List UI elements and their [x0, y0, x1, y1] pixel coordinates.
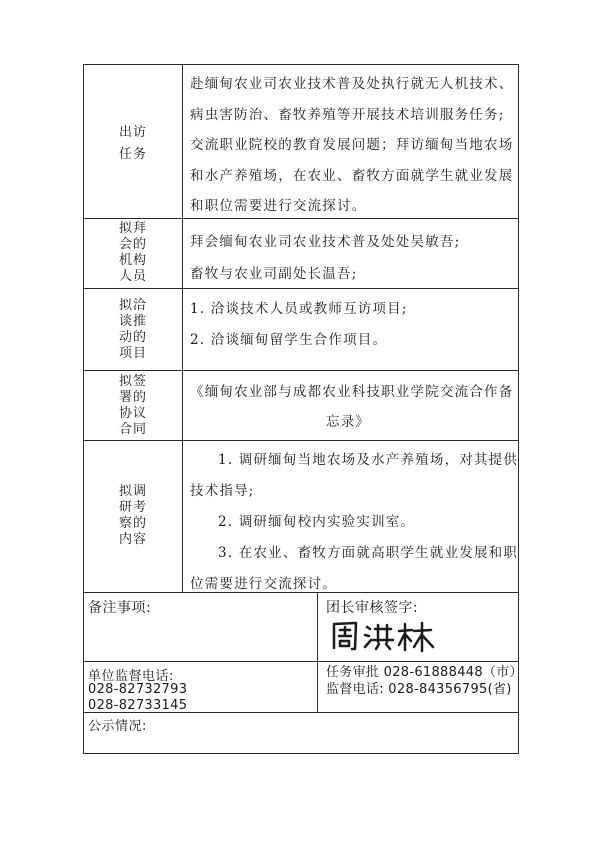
row-divider-3 — [83, 370, 519, 371]
research-line-1: 1. 调研缅甸当地农场及水产养殖场，对其提供 — [218, 452, 519, 468]
negotiation-line-2: 2. 洽谈缅甸留学生合作项目。 — [190, 332, 388, 348]
signature-column-divider — [317, 592, 318, 712]
research-line-4: 3. 在农业、畜牧方面就高职学生就业发展和职 — [218, 545, 519, 561]
visit-persons-label: 拟拜 会的 机构 人员 — [118, 221, 147, 284]
table-bottom-border — [83, 753, 519, 754]
research-line-5: 位需要进行交流探讨。 — [190, 576, 337, 592]
mission-line-5: 和职位需要进行交流探讨。 — [190, 198, 367, 214]
mission-line-2: 病虫害防治、畜牧养殖等开展技术培训服务任务; — [190, 107, 505, 123]
supervision-phone-2: 028-82733145 — [88, 698, 188, 713]
mission-line-1: 赴缅甸农业司农业技术普及处执行就无人机技术、 — [190, 76, 514, 92]
supervision-phone-province: 监督电话: 028-84356795(省) — [326, 682, 512, 697]
leader-sign-label: 团长审核签字: — [326, 600, 419, 616]
task-approval-phone: 任务审批 028-61888448（市） — [326, 665, 523, 680]
public-notice-label: 公示情况: — [88, 719, 147, 734]
supervision-phone-1: 028-82732793 — [88, 682, 188, 697]
research-line-3: 2. 调研缅甸校内实验实训室。 — [218, 514, 416, 530]
leader-signature — [328, 616, 440, 656]
mission-line-3: 交流职业院校的教育发展问题；拜访缅甸当地农场 — [190, 137, 514, 153]
supervision-label: 单位监督电话: — [88, 669, 174, 684]
agreement-line-1: 《缅甸农业部与成都农业科技职业学院交流合作备 — [190, 384, 514, 400]
row-divider-2 — [83, 288, 519, 289]
table-top-border — [83, 64, 519, 65]
label-column-divider — [182, 64, 183, 592]
visit-persons-line-1: 拜会缅甸农业司农业技术普及处处吴敏吾; — [190, 234, 461, 250]
table-left-border — [83, 64, 84, 754]
agreement-line-2: 忘录》 — [326, 414, 371, 430]
table-right-border — [518, 64, 519, 754]
row-divider-4 — [83, 440, 519, 441]
agreement-label: 拟签 署的 协议 合同 — [118, 374, 147, 437]
mission-label: 出访 任务 — [118, 125, 147, 162]
visit-persons-line-2: 畜牧与农业司副处长温吾; — [190, 266, 358, 282]
negotiation-line-1: 1. 洽谈技术人员或教师互访项目; — [190, 301, 408, 317]
mission-line-4: 和水产养殖场，在农业、畜牧方面就学生就业发展 — [190, 168, 514, 184]
row-divider-5 — [83, 592, 519, 593]
negotiation-label: 拟洽 谈推 动的 项目 — [118, 298, 147, 361]
research-line-2: 技术指导; — [190, 483, 255, 499]
row-divider-1 — [83, 218, 519, 219]
research-label: 拟调 研考 察的 内容 — [118, 484, 147, 547]
remarks-label: 备注事项: — [88, 600, 152, 616]
